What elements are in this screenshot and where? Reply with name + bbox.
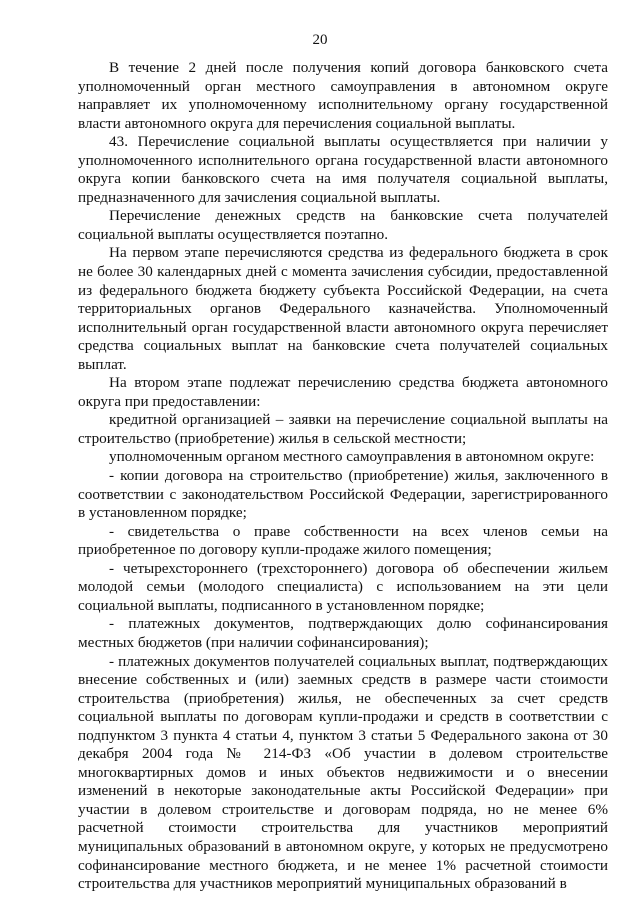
document-body xyxy=(78,59,608,894)
paragraph-43-transfer-conditions: 43. Перечисление социальной выплаты осуществляется при наличии у уполномоченного исполнительного органа государственной власти автономного округа копии банковского счета на имя получателя социальной выплаты, предназначенного для зачисления социальной выплаты. xyxy=(78,133,608,206)
paragraph-bank-account-copies: В течение 2 дней после получения копий договора банковского счета уполномоченный орган местного самоуправления в автономном округе направляет их уполномоченному исполнительному органу государственной власти автономного округа для перечисления социальной выплаты. xyxy=(78,59,608,132)
paragraph-credit-organization: кредитной организацией – заявки на перечисление социальной выплаты на строительство (приобретение) жилья в сельской местности; xyxy=(78,411,608,447)
paragraph-second-stage: На втором этапе подлежат перечислению средства бюджета автономного округа при предоставлении: xyxy=(78,374,608,410)
paragraph-first-stage: На первом этапе перечисляются средства из федерального бюджета в срок не более 30 календарных дней с момента зачисления субсидии, предоставленной из федерального бюджета бюджету субъекта Российской Федерации, на счета территориальных органов Федерального казначейства. Уполномоченный исполнительный орган государственной власти автономного округа перечисляет средства социальных выплат на банковские счета получателей социальных выплат. xyxy=(78,244,608,373)
paragraph-local-authority: уполномоченным органом местного самоуправления в автономном округе: xyxy=(109,448,595,466)
list-item-quadrilateral-agreement: - четырехстороннего (трехстороннего) договора об обеспечении жильем молодой семьи (молодого специалиста) с использованием на эти цели социальной выплаты, подписанного в установленном порядке; xyxy=(78,559,608,614)
page-number: 20 xyxy=(312,32,328,48)
paragraph-staged-transfer: Перечисление денежных средств на банковские счета получателей социальной выплаты осуществляется поэтапно. xyxy=(78,207,608,243)
list-item-recipient-payment-documents: - платежных документов получателей социальных выплат, подтверждающих внесение собственных и (или) заемных средств в размере части стоимости строительства (приобретения) жилья, не обеспеченных за счет средств социальной выплаты по договорам купли-продажи и средств в соответствии с подпунктом 3 пункта 4 статьи 4, пунктом 3 статьи 5 Федерального закона от 30 декабря 2004 года № 214-ФЗ «Об участии в долевом строительстве многоквартирных домов и иных объектов недвижимости и о внесении изменений в некоторые законодательные акты Российской Федерации» при участии в долевом строительстве и договорам подряда, но не менее 6% расчетной стоимости строительства для участников мероприятий муниципальных образований в автономном округе, у которых не предусмотрено софинансирование местного бюджета, и не менее 1% расчетной стоимости строительства для участников мероприятий муниципальных образований в xyxy=(78,652,608,893)
list-item-ownership-certificate: - свидетельства о праве собственности на всех членов семьи на приобретенное по договору купли-продаже жилого помещения; xyxy=(78,522,608,559)
list-item-contract-copies: - копии договора на строительство (приобретение) жилья, заключенного в соответствии с законодательством Российской Федерации, зарегистрированного в установленном порядке; xyxy=(78,467,608,522)
list-item-cofinancing-documents: - платежных документов, подтверждающих долю софинансирования местных бюджетов (при наличии софинансирования); xyxy=(78,615,608,651)
